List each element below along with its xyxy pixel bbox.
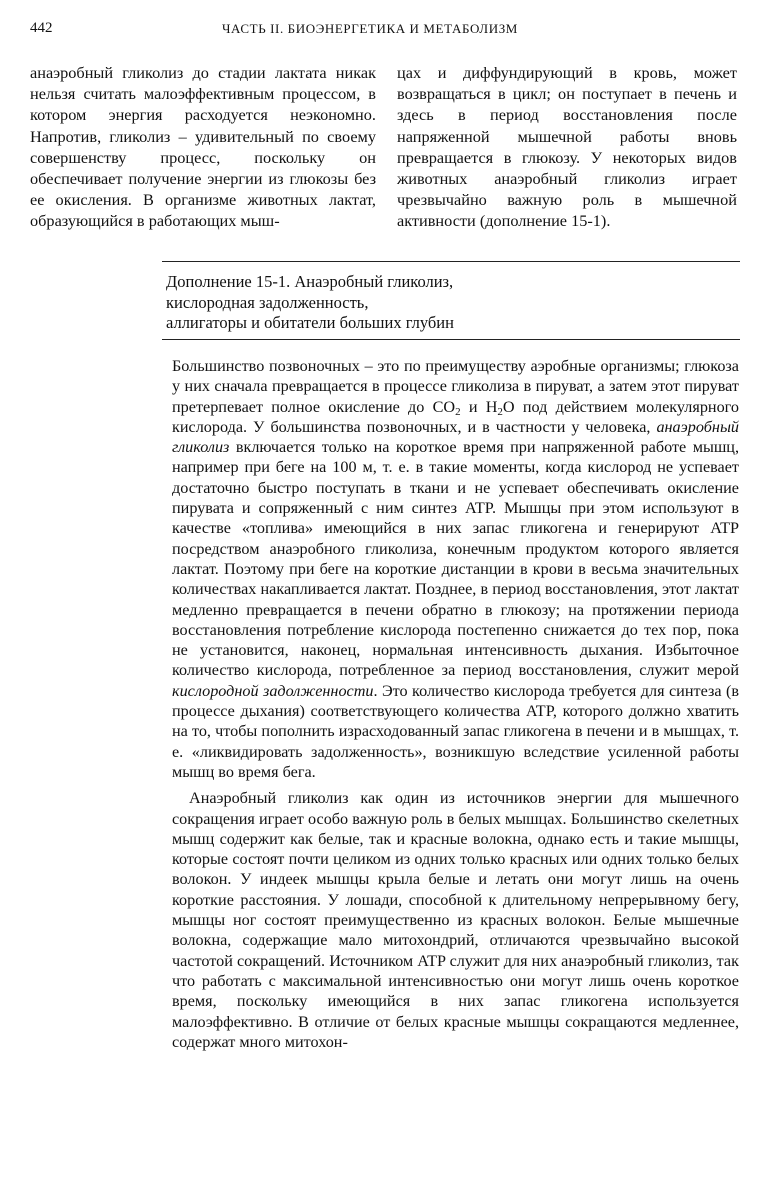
supplement-title-rule [162, 339, 740, 340]
top-left-column [30, 62, 376, 232]
supplement-top-rule [162, 261, 740, 262]
p1-part-d: включается только на короткое время при напряженной работе мышц, например при беге на 100 м, т. е. в такие моменты, когда кислород не успевает достаточно быстро поступать в ткани и не успевает обеспечивать окисление пирувата и сопряженный с ним синтез ATP. Мышцы при этом используют в качестве «топлива» имеющийся в них запас гликогена и генерируют ATP посредством анаэробного гликолиза, конечным продуктом которого является лактат. Поэтому при беге на короткие дистанции в крови в весьма значительных количествах накапливается лактат. Позднее, в период восстановления, этот лактат медленно превращается в печени обратно в глюкозу; на протяжении периода восстановления потребление кислорода постепенно снижается до тех пор, пока не установится, наконец, нормальная интенсивность дыхания. Избыточное количество кислорода, потребленное за период восстановления, служит мерой [172, 438, 739, 680]
supplement-title [166, 272, 454, 334]
top-right-paragraph: цах и диффундирующий в кровь, может возвращаться в цикл; он поступает в печень и здесь в период восстановления после напряженной мышечной работы вновь превращается в глюкозу. У некоторых видов животных анаэробный гликолиз играет чрезвычайно важную роль в мышечной активности (дополнение 15-1). [397, 63, 737, 231]
supplement-paragraph-1 [172, 356, 739, 782]
supplement-title-line-2: кислородная задолженность, [166, 292, 369, 312]
p1-part-a: Большинство позвоночных – это по преимуществу аэробные организмы; глюкоза у них сначала превращается в процессе гликолиза в пируват, а затем этот пируват претерпевает полное окисление до CO [172, 357, 739, 416]
supplement-paragraph-2: Анаэробный гликолиз как один из источников энергии для мышечного сокращения играет особо важную роль в белых мышцах. Большинство скелетных мышц содержит как белые, так и красные волокна, однако есть и такие мышцы, которые состоят почти целиком из одних только красных или одних только белых волокон. У индеек мышцы крыла белые и летать они могут лишь на очень короткие расстояния. У лошади, способной к длительному непрерывному бегу, мышцы ног состоят преимущественно из красных волокон. Белые мышечные волокна, содержащие мало митохондрий, отличаются чрезвычайно высокой частотой сокращений. Источником ATP служит для них анаэробный гликолиз, так что работать с максимальной интенсивностью они могут лишь очень короткое время, поскольку имеющийся в них запас гликогена используется малоэффективно. В отличие от белых красные мышцы сокращаются медленнее, содержат много митохон- [172, 789, 739, 1051]
top-left-paragraph: анаэробный гликолиз до стадии лактата никак нельзя считать малоэффективным процессом, в котором энергия расходуется неэкономно. Напротив, гликолиз – удивительный по своему совершенству процесс, поскольку он обеспечивает получение энергии из глюкозы без ее окисления. В организме животных лактат, образующийся в работающих мыш- [30, 63, 376, 231]
co2-subscript: 2 [455, 405, 461, 418]
supplement-title-line-1: Дополнение 15-1. Анаэробный гликолиз, [166, 272, 454, 291]
page-header [0, 20, 781, 44]
supplement-title-line-3: аллигаторы и обитатели больших глубин [166, 313, 454, 332]
term-anaerobic-glycolysis: анаэробный гликолиз [172, 417, 739, 457]
supplement-body [172, 356, 739, 1052]
top-right-column [397, 62, 737, 232]
running-head: ЧАСТЬ II. БИОЭНЕРГЕТИКА И МЕТАБОЛИЗМ [222, 21, 518, 36]
page-number: 442 [30, 20, 53, 36]
term-oxygen-debt: кислородной задолженности [172, 681, 374, 700]
p1-part-b: и H [460, 397, 498, 416]
p1-part-e: . Это количество кислорода требуется для синтеза (в процессе дыхания) соответствующего количества ATP, которого должно хватить на то, чтобы пополнить израсходованный запас гликогена в печени и в мышцах, т. е. «ликвидировать задолженность», возникшую вследствие усиленной работы мышц во время бега. [172, 681, 739, 781]
p1-part-c: O под действием молекулярного кислорода. У большинства позвоночных, и в частности у человека, [172, 397, 739, 436]
h2o-subscript: 2 [497, 405, 503, 418]
